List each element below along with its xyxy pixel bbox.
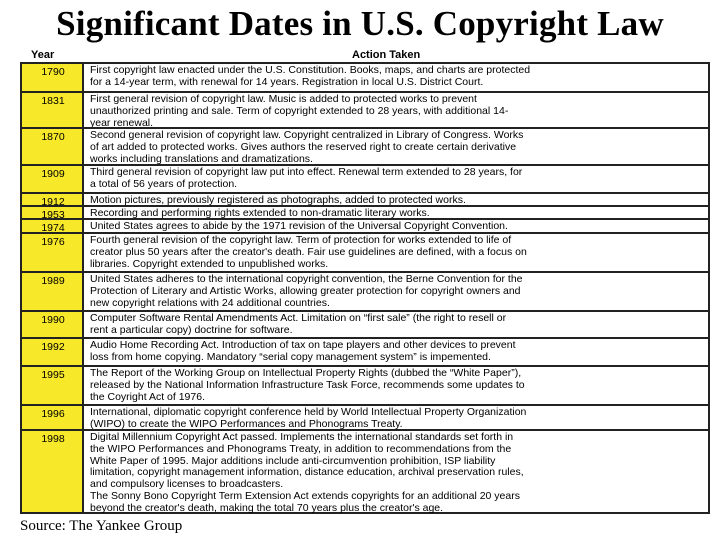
action-line: a total of 56 years of protection. [90,177,238,190]
action-line: Computer Software Rental Amendments Act. Limitation on “first sale” (the right to resell or [90,312,507,324]
action-line: United States agrees to abide by the 1971 revision of the Universal Copyright Convention. [90,220,508,232]
action-line: United States adheres to the international copyright convention, the Berne Convention for the [90,273,523,285]
table-row [22,205,708,221]
action-line: libraries. Copyright extended to unpublished works. [90,257,329,270]
action-line: works including translations and dramatizations. [90,152,313,165]
action-line: of art added to protected works. Gives authors the reserved right to create certain derivative [90,140,517,153]
action-line: Third general revision of copyright law put into effect. Renewal term extended to 28 years, for [90,166,523,178]
year-cell: 1831 [41,95,65,107]
year-cell: 1909 [41,168,65,180]
action-line: Audio Home Recording Act. Introduction of tax on tape players and other devices to prevent [90,339,516,351]
action-line: First copyright law enacted under the U.S. Constitution. Books, maps, and charts are protected [90,64,531,76]
action-line: Recording and performing rights extended to non-dramatic literary works. [90,207,430,219]
action-line: Digital Millennium Copyright Act passed. Implements the international standards set forth in [90,431,514,443]
action-line: Motion pictures, previously registered as photographs, added to protected works. [90,194,466,206]
table-row [22,404,708,429]
year-cell: 1974 [41,222,65,234]
table-row [22,232,708,271]
table-row [22,429,708,512]
table-row [22,365,708,404]
year-column-header: Year [31,49,55,61]
action-line: International, diplomatic copyright conference held by World Intellectual Property Organization [90,406,527,418]
page-title: Significant Dates in U.S. Copyright Law [56,4,664,43]
action-cell [90,340,704,364]
year-cell: 1996 [41,408,65,420]
action-line: Fourth general revision of the copyright law. Term of protection for works extended to life of [90,234,512,246]
copyright-dates-table [20,62,710,514]
action-line: creator plus 50 years after the creator's death. Fair use guidelines are defined, with a focus on [90,245,527,258]
action-column-header: Action Taken [352,49,421,61]
table-row [22,127,708,164]
action-line: The Report of the Working Group on Intellectual Property Rights (dubbed the “White Paper”), [90,367,522,379]
action-cell [90,167,704,191]
action-line: the WIPO Performances and Phonograms Treaty, in addition to recommendations from the [90,442,512,455]
table-row [22,271,708,310]
action-cell [90,94,704,129]
table-row [22,164,708,192]
table-row [22,218,708,232]
action-cell [90,235,704,270]
year-cell: 1989 [41,275,65,287]
action-line: Second general revision of copyright law. Copyright centralized in Library of Congress. Works [90,129,524,141]
table-row [22,192,708,208]
table-header [0,49,720,63]
action-line: unauthorized printing and sale. Term of copyright extended to 28 years, with additional 14- [90,104,509,117]
action-line: and compulsory licenses to broadcasters. [90,478,284,491]
action-line: The Sonny Bono Copyright Term Extension Act extends copyrights for an additional 20 years [90,489,520,502]
action-cell [90,274,704,309]
year-cell: 1912 [41,196,65,208]
action-line: for a 14-year term, with renewal for 14 years. Registration in local U.S. District Court. [90,75,484,88]
table-row [22,64,708,91]
action-cell [90,313,704,337]
action-line: First general revision of copyright law. Music is added to protected works to prevent [90,93,477,105]
action-line: limitation, copyright management information, distance education, archival preservation rules, [90,466,524,479]
year-cell: 1995 [41,369,65,381]
action-cell [90,130,704,165]
action-line: White Paper of 1995. Major additions include anti-circumvention prohibition, ISP liability [90,454,496,467]
year-cell: 1998 [41,433,65,445]
action-cell [90,432,704,515]
action-line: loss from home copying. Mandatory “serial copy management system” is impemented. [90,350,491,363]
year-cell: 1992 [41,341,65,353]
source-caption: Source: The Yankee Group [20,518,183,534]
year-cell: 1976 [41,236,65,248]
year-cell: 1790 [41,66,65,78]
action-line: (WIPO) to create the WIPO Performances and Phonograms Treaty. [90,417,403,430]
table-row [22,310,708,337]
action-line: Protection of Literary and Artistic Works, allowing greater protection for copyright owners and [90,284,521,297]
action-line: the Coyright Act of 1976. [90,390,205,403]
action-line: rent a particular copy) doctrine for software. [90,323,293,336]
action-cell [90,65,704,89]
action-line: year renewal. [90,116,154,129]
table-row [22,337,708,365]
action-line: released by the National Information Infrastructure Task Force, recommends some updates to [90,378,525,391]
year-cell: 1953 [41,209,65,221]
action-cell [90,407,704,431]
year-cell: 1990 [41,314,65,326]
action-line: new copyright relations with 24 additional countries. [90,296,330,309]
action-line: beyond the creator's death, making the total 70 years plus the creator's age. [90,501,444,514]
table-row [22,91,708,127]
action-cell [90,368,704,403]
year-cell: 1870 [41,131,65,143]
